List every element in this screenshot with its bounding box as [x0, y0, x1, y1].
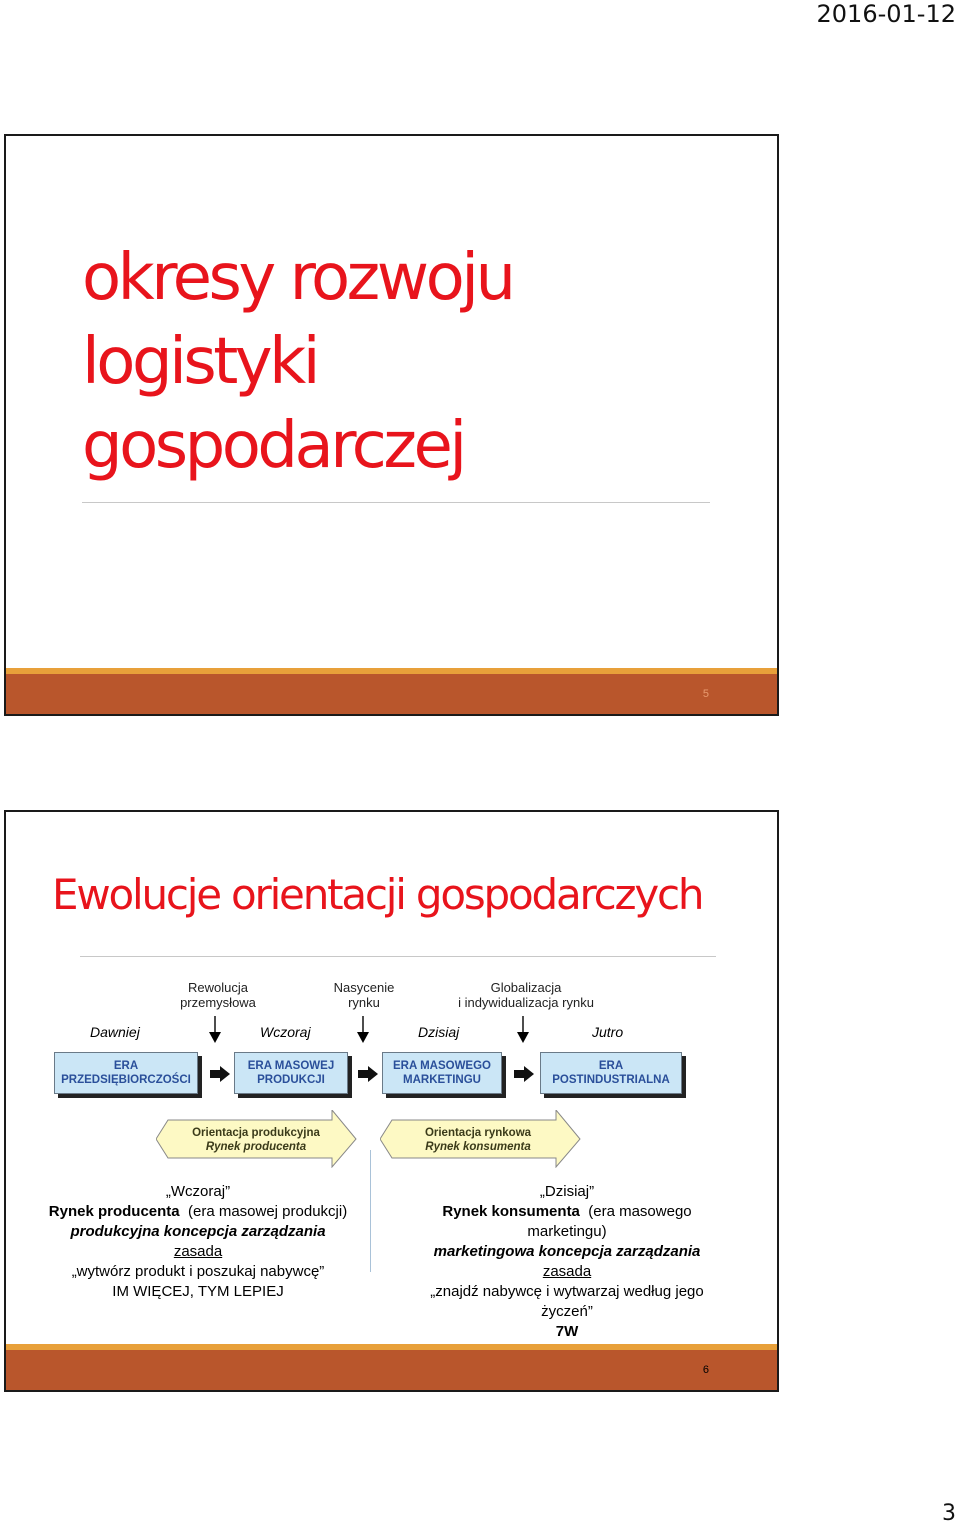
- right-rule-1: „znajdź nabywcę i wytwarzaj według jego: [430, 1283, 704, 1300]
- slide-title: Ewolucje orientacji gospodarczych: [52, 870, 703, 919]
- event-globalizacja: Globalizacja i indywidualizacja rynku: [458, 980, 594, 1010]
- title-rule: [82, 502, 710, 503]
- left-rule-label: zasada: [173, 1243, 223, 1260]
- page-number: 3: [942, 1501, 956, 1526]
- era-box-masowej-produkcji: [234, 1052, 348, 1094]
- orientation-title: Orientacja rynkowa: [424, 1127, 532, 1139]
- slide-number: 5: [702, 688, 709, 700]
- right-column: [406, 1182, 728, 1342]
- slide-title: [82, 236, 513, 488]
- right-arrow-icon: [514, 1066, 534, 1082]
- slide-6: [4, 810, 779, 1392]
- era-label: ERA MASOWEJ PRODUKCJI: [247, 1060, 335, 1086]
- column-divider: [370, 1150, 371, 1272]
- orientation-title: Orientacja produkcyjna: [192, 1127, 320, 1139]
- document-date: 2016-01-12: [816, 0, 956, 28]
- title-line-3: gospodarczej: [82, 409, 464, 483]
- period-dzisiaj: Dzisiaj: [418, 1024, 460, 1040]
- left-market-note: (era masowej produkcji): [187, 1203, 348, 1220]
- left-column: [28, 1182, 368, 1302]
- event-nasycenie: Nasycenie rynku: [333, 980, 395, 1010]
- title-rule: [80, 956, 716, 957]
- era-label: ERA POSTINDUSTRIALNA: [552, 1060, 670, 1086]
- left-heading: „Wczoraj”: [165, 1183, 231, 1200]
- right-rule-label: zasada: [542, 1263, 592, 1280]
- left-market-line: [28, 1202, 368, 1222]
- down-arrow-icon: [516, 1016, 530, 1044]
- slide-footer: [6, 1344, 777, 1390]
- title-line-1: okresy rozwoju: [82, 241, 513, 315]
- orientation-subtitle: Rynek producenta: [205, 1141, 307, 1153]
- right-motto: 7W: [555, 1323, 579, 1340]
- down-arrow-icon: [356, 1016, 370, 1044]
- orientation-subtitle: Rynek konsumenta: [425, 1141, 531, 1153]
- title-line-2: logistyki: [82, 325, 317, 399]
- slide-number: 6: [702, 1364, 709, 1376]
- period-dawniej: Dawniej: [90, 1024, 140, 1040]
- era-label: ERA PRZEDSIĘBIORCZOŚCI: [61, 1060, 191, 1086]
- left-motto: IM WIĘCEJ, TYM LEPIEJ: [112, 1283, 284, 1300]
- right-market-note-1: (era masowego: [588, 1203, 692, 1220]
- right-market-line: [406, 1202, 728, 1222]
- orientation-produkcyjna: [176, 1126, 336, 1154]
- left-rule: „wytwórz produkt i poszukaj nabywcę”: [71, 1263, 325, 1280]
- orientation-rynkowa: [398, 1126, 558, 1154]
- right-arrow-icon: [210, 1066, 230, 1082]
- down-arrow-icon: [208, 1016, 222, 1044]
- left-concept: produkcyjna koncepcja zarządzania: [70, 1223, 326, 1240]
- era-label: ERA MASOWEGO MARKETINGU: [393, 1060, 491, 1086]
- period-wczoraj: Wczoraj: [260, 1024, 311, 1040]
- era-box-postindustrialna: [540, 1052, 682, 1094]
- era-box-masowego-marketingu: [382, 1052, 502, 1094]
- slide-5: [4, 134, 779, 716]
- era-box-przedsiebiorczosci: [54, 1052, 198, 1094]
- right-concept: marketingowa koncepcja zarządzania: [433, 1243, 701, 1260]
- event-rewolucja: Rewolucja przemysłowa: [180, 980, 256, 1010]
- right-arrow-icon: [358, 1066, 378, 1082]
- left-market: Rynek producenta: [48, 1203, 180, 1220]
- right-market: Rynek konsumenta: [442, 1203, 580, 1220]
- right-market-note-2: marketingu): [527, 1223, 607, 1240]
- slide-footer: [6, 668, 777, 714]
- right-heading: „Dzisiaj”: [539, 1183, 595, 1200]
- right-rule-2: życzeń”: [541, 1303, 593, 1320]
- period-jutro: Jutro: [592, 1024, 624, 1040]
